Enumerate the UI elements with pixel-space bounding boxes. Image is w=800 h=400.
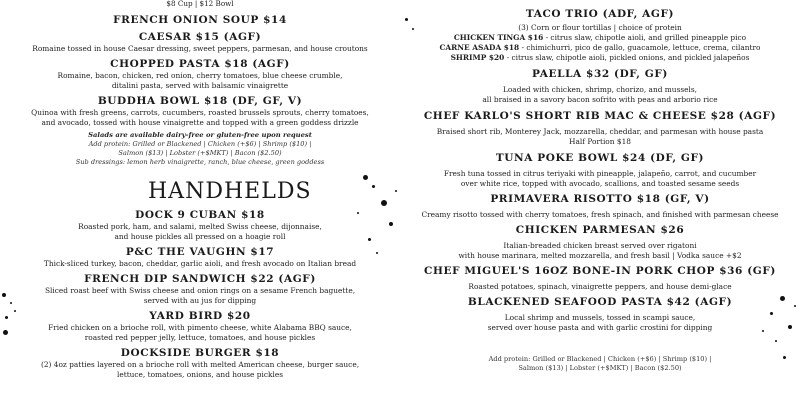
- menu-item-paella: [400, 68, 800, 105]
- soup-price: $8 Cup | $12 Bowl: [166, 0, 234, 8]
- menu-item-dockside-burger: [0, 347, 400, 380]
- menu-item-pc-the-vaughn: [0, 246, 400, 269]
- taco-option-text: - citrus slaw, chipotle aioli, pickled onions, and pickled jalapeños: [504, 53, 750, 62]
- item-title: CHEF KARLO'S SHORT RIB MAC & CHEESE $28 (AGF): [423, 110, 777, 122]
- taco-option: [400, 33, 800, 43]
- item-title: BLACKENED SEAFOOD PASTA $42 (AGF): [467, 296, 733, 308]
- item-description: Thick-sliced turkey, bacon, cheddar, garlic aioli, and fresh avocado on Italian bread: [43, 259, 357, 268]
- item-description: Roasted pork, ham, and salami, melted Swiss cheese, dijonnaise,: [78, 222, 322, 231]
- item-title: PAELLA $32 (DF, GF): [532, 68, 668, 80]
- item-description: Fried chicken on a brioche roll, with pimento cheese, white Alabama BBQ sauce,: [48, 323, 352, 332]
- item-title: PRIMAVERA RISOTTO $18 (GF, V): [490, 193, 710, 205]
- item-title: CHICKEN PARMESAN $26: [515, 224, 685, 236]
- item-title: CHOPPED PASTA $18 (AGF): [110, 58, 290, 70]
- item-description: and avocado, tossed with house vinaigrette and topped with a green goddess drizzle: [41, 118, 359, 127]
- salad-notes: [0, 131, 400, 167]
- taco-option-text: - chimichurri, pico de gallo, guacamole, lettuce, crema, cilantro: [519, 43, 761, 52]
- add-protein-note: Salmon ($13) | Lobster (+$MKT) | Bacon ($2.50): [518, 364, 682, 372]
- item-description: Loaded with chicken, shrimp, chorizo, and mussels,: [502, 85, 698, 94]
- item-description: Italian-breaded chicken breast served over rigatoni: [503, 241, 697, 250]
- item-description: Quinoa with fresh greens, carrots, cucumbers, roasted brussels sprouts, cherry tomatoes,: [31, 108, 369, 117]
- taco-option-name: CHICKEN TINGA $16: [453, 33, 544, 42]
- menu-item-tuna-poke-bowl: [400, 152, 800, 189]
- item-title: CHEF MIGUEL'S 16OZ BONE-IN PORK CHOP $36 (GF): [424, 265, 776, 277]
- taco-option: [400, 53, 800, 63]
- menu-item-buddha-bowl: [0, 95, 400, 128]
- menu-item-primavera-risotto: [400, 193, 800, 220]
- menu-item-french-dip: [0, 273, 400, 306]
- item-title: DOCK 9 CUBAN $18: [135, 209, 265, 221]
- item-description: ditalini pasta, served with balsamic vinaigrette: [111, 81, 289, 90]
- taco-option-name: SHRIMP $20: [450, 53, 505, 62]
- item-description: Braised short rib, Monterey Jack, mozzarella, cheddar, and parmesan with house pasta: [436, 127, 764, 136]
- item-description: over white rice, topped with avocado, scallions, and toasted sesame seeds: [460, 179, 740, 188]
- item-description: Creamy risotto tossed with cherry tomatoes, fresh spinach, and finished with parmesan cheese: [421, 210, 779, 219]
- item-title: BUDDHA BOWL $18 (DF, GF, V): [97, 95, 303, 107]
- item-description: served with au jus for dipping: [143, 296, 257, 305]
- item-title: CAESAR $15 (AGF): [138, 31, 262, 43]
- taco-option: [400, 43, 800, 53]
- item-description: Romaine tossed in house Caesar dressing, sweet peppers, parmesan, and house croutons: [32, 44, 368, 53]
- item-title: TUNA POKE BOWL $24 (DF, GF): [495, 152, 705, 164]
- item-title: FRENCH ONION SOUP $14: [113, 14, 287, 26]
- menu-item-dock-9-cuban: [0, 209, 400, 242]
- item-description: Roasted potatoes, spinach, vinaigrette peppers, and house demi-glace: [468, 282, 732, 291]
- item-description: (2) 4oz patties layered on a brioche roll with melted American cheese, burger sauce,: [40, 360, 360, 369]
- menu-item-chicken-parmesan: [400, 224, 800, 261]
- item-description: and house pickles all pressed on a hoagie roll: [114, 232, 286, 241]
- item-title: TACO TRIO (ADF, AGF): [525, 8, 675, 20]
- menu-item-pork-chop: [400, 265, 800, 292]
- menu-item-french-onion-soup: [0, 14, 400, 27]
- item-description: Sliced roast beef with Swiss cheese and onion rings on a sesame French baguette,: [44, 286, 356, 295]
- item-description: with house marinara, melted mozzarella, and fresh basil | Vodka sauce +$2: [458, 251, 742, 260]
- add-protein-note: Salmon ($13) | Lobster (+$MKT) | Bacon ($2.50): [118, 149, 282, 157]
- half-portion-note: Half Portion $18: [569, 137, 631, 146]
- menu-right-column: [400, 0, 800, 373]
- item-description: roasted red pepper jelly, lettuce, tomatoes, and house pickles: [84, 333, 316, 342]
- section-title-handhelds: HANDHELDS: [148, 179, 312, 204]
- add-protein-note: Add protein: Grilled or Blackened | Chicken (+$6) | Shrimp ($10) |: [88, 140, 312, 148]
- menu-item-taco-trio: [400, 8, 800, 63]
- sub-dressings-note: Sub dressings: lemon herb vinaigrette, ranch, blue cheese, green goddess: [75, 158, 325, 166]
- item-title: P&C THE VAUGHN $17: [125, 246, 275, 258]
- item-title: YARD BIRD $20: [149, 310, 251, 322]
- salad-dietary-note: Salads are available dairy-free or gluten-free upon request: [88, 131, 312, 139]
- item-description: Romaine, bacon, chicken, red onion, cherry tomatoes, blue cheese crumble,: [57, 71, 343, 80]
- item-description: Local shrimp and mussels, tossed in scampi sauce,: [504, 313, 696, 322]
- item-title: DOCKSIDE BURGER $18: [120, 347, 280, 359]
- menu-left-column: [0, 0, 400, 380]
- item-description: all braised in a savory bacon sofrito with peas and arborio rice: [482, 95, 718, 104]
- menu-item-short-rib-mac-cheese: [400, 110, 800, 147]
- taco-option-name: CARNE ASADA $18: [439, 43, 520, 52]
- entree-protein-notes: [400, 355, 800, 373]
- item-description: served over house pasta and with garlic crostini for dipping: [487, 323, 713, 332]
- item-description: lettuce, tomatoes, onions, and house pickles: [116, 370, 283, 379]
- menu-item-caesar: [0, 31, 400, 54]
- item-description: (3) Corn or flour tortillas | choice of protein: [518, 23, 682, 32]
- item-title: FRENCH DIP SANDWICH $22 (AGF): [84, 273, 316, 285]
- menu-item-blackened-seafood-pasta: [400, 296, 800, 333]
- taco-option-text: - citrus slaw, chipotle aioli, and grilled pineapple pico: [543, 33, 747, 42]
- menu-item-yard-bird: [0, 310, 400, 343]
- item-description: Fresh tuna tossed in citrus teriyaki with pineapple, jalapeño, carrot, and cucumber: [443, 169, 757, 178]
- add-protein-note: Add protein: Grilled or Blackened | Chicken (+$6) | Shrimp ($10) |: [488, 355, 712, 363]
- menu-item-chopped-pasta: [0, 58, 400, 91]
